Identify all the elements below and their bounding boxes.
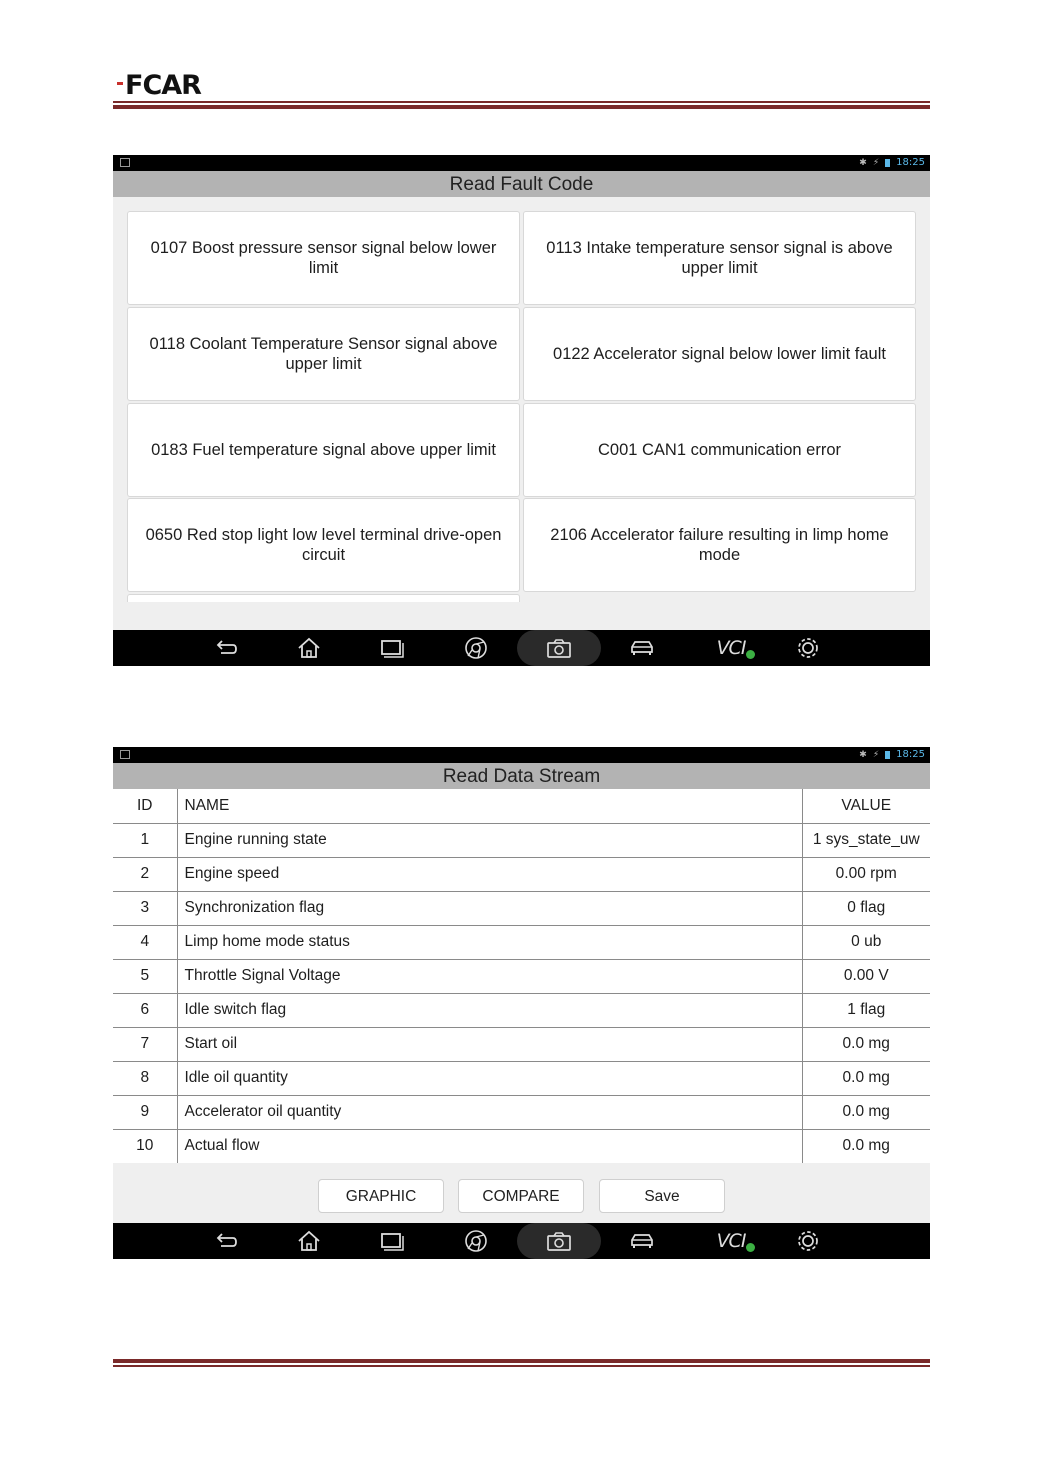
battery-icon	[885, 751, 890, 759]
save-button[interactable]: Save	[599, 1179, 725, 1213]
table-row[interactable]: 5 Throttle Signal Voltage 0.00 V	[113, 959, 930, 993]
table-row[interactable]: 7 Start oil 0.0 mg	[113, 1027, 930, 1061]
table-row[interactable]: 6 Idle switch flag 1 flag	[113, 993, 930, 1027]
bluetooth-connected-icon	[746, 650, 755, 659]
status-bar	[113, 155, 930, 171]
back-icon[interactable]	[213, 636, 239, 660]
vci-icon[interactable]: VCI	[711, 1229, 751, 1253]
notification-icon	[120, 158, 130, 167]
fault-code-item[interactable]: 0122 Accelerator signal below lower limit fault	[523, 307, 916, 401]
status-bar	[113, 747, 930, 763]
fault-code-item[interactable]: 2106 Accelerator failure resulting in limp home mode	[523, 498, 916, 592]
header-name: NAME	[177, 789, 802, 823]
header-rule-top	[113, 101, 930, 103]
fcar-logo	[117, 69, 201, 101]
signal-icon: ⚡	[872, 749, 880, 760]
settings-icon[interactable]	[795, 1229, 821, 1253]
fault-code-item[interactable]: C001 CAN1 communication error	[523, 403, 916, 497]
table-row[interactable]: 8 Idle oil quantity 0.0 mg	[113, 1061, 930, 1095]
camera-icon[interactable]	[546, 636, 572, 660]
header-rule-bottom	[113, 105, 930, 109]
settings-icon[interactable]	[795, 636, 821, 660]
footer-rule-bottom	[113, 1365, 930, 1367]
fault-code-item-partial[interactable]	[127, 594, 520, 602]
recent-apps-icon[interactable]	[379, 1229, 405, 1253]
screen-title: Read Fault Code	[113, 171, 930, 197]
battery-icon	[885, 159, 890, 167]
vci-icon[interactable]: VCI	[711, 636, 751, 660]
recent-apps-icon[interactable]	[379, 636, 405, 660]
home-icon[interactable]	[296, 1229, 322, 1253]
status-time: 18:25	[896, 749, 925, 760]
action-bar	[113, 1171, 930, 1223]
logo-accent	[117, 82, 123, 85]
screen-title: Read Data Stream	[113, 763, 930, 789]
table-row[interactable]: 3 Synchronization flag 0 flag	[113, 891, 930, 925]
fault-code-item[interactable]: 0183 Fuel temperature signal above upper limit	[127, 403, 520, 497]
fault-code-item[interactable]: 0118 Coolant Temperature Sensor signal above upper limit	[127, 307, 520, 401]
table-row[interactable]: 2 Engine speed 0.00 rpm	[113, 857, 930, 891]
nav-bar	[113, 1223, 930, 1259]
fault-code-screen	[113, 155, 930, 666]
browser-icon[interactable]	[463, 1229, 489, 1253]
camera-icon[interactable]	[546, 1229, 572, 1253]
car-icon[interactable]	[629, 1229, 655, 1253]
header-value: VALUE	[841, 796, 892, 814]
graphic-button[interactable]: GRAPHIC	[318, 1179, 444, 1213]
header-id: ID	[113, 789, 177, 823]
nav-bar	[113, 630, 930, 666]
bluetooth-icon: ✱	[859, 157, 867, 168]
data-stream-screen	[113, 747, 930, 1259]
compare-button[interactable]: COMPARE	[458, 1179, 584, 1213]
browser-icon[interactable]	[463, 636, 489, 660]
data-stream-table	[113, 789, 930, 1163]
table-header-row	[113, 789, 930, 823]
table-row[interactable]: 1 Engine running state 1 sys_state_uw	[113, 823, 930, 857]
notification-icon	[120, 750, 130, 759]
bluetooth-icon: ✱	[859, 749, 867, 760]
status-time: 18:25	[896, 157, 925, 168]
back-icon[interactable]	[213, 1229, 239, 1253]
table-row[interactable]: 10 Actual flow 0.0 mg	[113, 1129, 930, 1163]
home-icon[interactable]	[296, 636, 322, 660]
fault-code-item[interactable]: 0650 Red stop light low level terminal drive-open circuit	[127, 498, 520, 592]
table-row[interactable]: 4 Limp home mode status 0 ub	[113, 925, 930, 959]
bluetooth-connected-icon	[746, 1243, 755, 1252]
footer-rule-top	[113, 1359, 930, 1363]
fault-code-item[interactable]: 0113 Intake temperature sensor signal is above upper limit	[523, 211, 916, 305]
fault-code-item[interactable]: 0107 Boost pressure sensor signal below lower limit	[127, 211, 520, 305]
signal-icon: ⚡	[872, 157, 880, 168]
logo-text: FCAR	[125, 69, 201, 101]
car-icon[interactable]	[629, 636, 655, 660]
table-row[interactable]: 9 Accelerator oil quantity 0.0 mg	[113, 1095, 930, 1129]
